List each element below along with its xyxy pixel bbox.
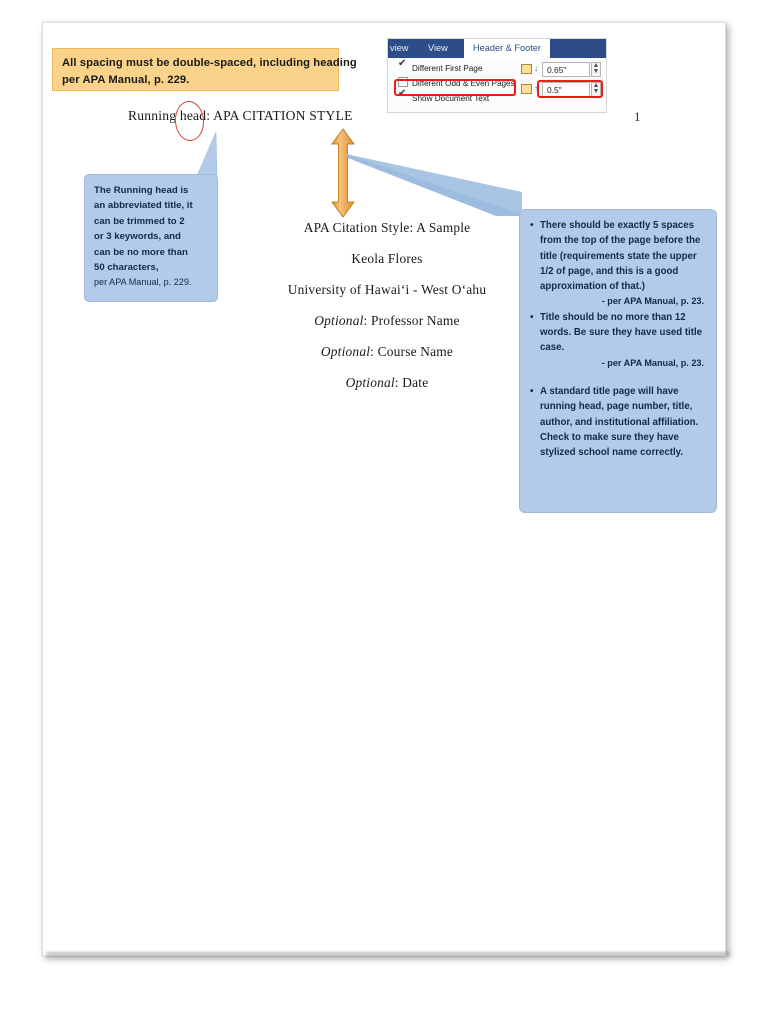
spacer [528,371,706,384]
callout-bullet-list [528,384,706,460]
title-line-affiliation: University of Hawaiʻi - West Oʻahu [287,282,487,297]
up-arrow-icon: ↑ [534,84,538,93]
callout-line: can be no more than [94,246,188,258]
footer-from-bottom-value[interactable]: 0.5" [542,82,590,97]
callout-line: can be trimmed to 2 [94,215,185,227]
orange-note-box [52,48,357,91]
header-from-top-stepper[interactable]: ▲ ▼ [592,62,600,75]
callout-line: The Running head is [94,185,189,196]
callout-tail-running-head [194,132,218,178]
orange-note-line-2: per APA Manual, p. 229. [62,73,190,86]
title-line-course: Optional: Course Name [320,344,454,359]
checkbox-label-different-first-page: Different First Page [412,64,483,73]
callout-attribution: per APA Manual, p. 229. [94,277,192,288]
tab-view[interactable]: View [428,43,448,53]
header-from-top-icon [521,64,532,74]
callout-line: an abbreviated title, it [94,200,193,212]
bullet-title-length-rule: • Title should be no more than 12 words. Be sure they have used title case. [540,310,706,356]
checkbox-different-first-page[interactable] [398,62,482,75]
checkbox-label-different-odd-even: Different Odd & Even Pages [412,79,515,88]
callout-tail-right [346,152,522,216]
ribbon-tab-bar [388,39,607,58]
footer-from-bottom-icon [521,84,532,94]
callout-line: 50 characters, [94,262,159,274]
callout-running-head [84,174,218,302]
orange-note-line-1: All spacing must be double-spaced, including heading [62,57,357,69]
bullet-title-page-contents-rule: • A standard title page will have running head, page number, title, author, and institutional affiliation. Check to make sure they have stylized school name correctly. [540,384,706,460]
page-shadow [46,952,730,959]
running-head-text: Running head: APA CITATION STYLE [128,108,353,123]
tab-header-and-footer[interactable]: Header & Footer [464,39,550,58]
callout-bullet-list [528,218,706,294]
checkmark-icon [398,92,408,102]
title-line-author: Keola Flores [351,251,423,266]
ribbon-body [388,58,607,113]
checkbox-show-document-text[interactable] [398,92,489,105]
title-block [252,212,522,398]
title-line-date: Optional: Date [345,375,429,390]
title-line-professor: Optional: Professor Name [314,313,460,328]
callout-bullet-list [528,310,706,356]
checkbox-label-show-document-text: Show Document Text [412,94,490,103]
page-number: 1 [634,109,641,124]
checkbox-different-odd-even-pages[interactable] [398,77,515,90]
down-arrow-icon: ↓ [534,64,538,73]
word-ribbon-panel [387,38,607,113]
callout-title-page-rules [519,209,717,513]
checkmark-icon [398,62,408,72]
bullet-attribution-1: - per APA Manual, p. 23. [601,296,704,307]
bullet-attribution-2: - per APA Manual, p. 23. [601,357,704,368]
title-line-title: APA Citation Style: A Sample [303,220,471,235]
footer-from-bottom-stepper[interactable]: ▲ ▼ [592,82,600,95]
bullet-spacing-rule: • There should be exactly 5 spaces from the top of the page before the title (requirements state the upper 1/2 of page, and this is a good approximation of that.) [540,218,706,294]
callout-line: or 3 keywords, and [94,231,181,243]
tab-view-partial[interactable]: view [390,43,409,53]
header-from-top-value[interactable]: 0.65" [542,62,590,77]
empty-checkbox-icon [398,77,408,87]
